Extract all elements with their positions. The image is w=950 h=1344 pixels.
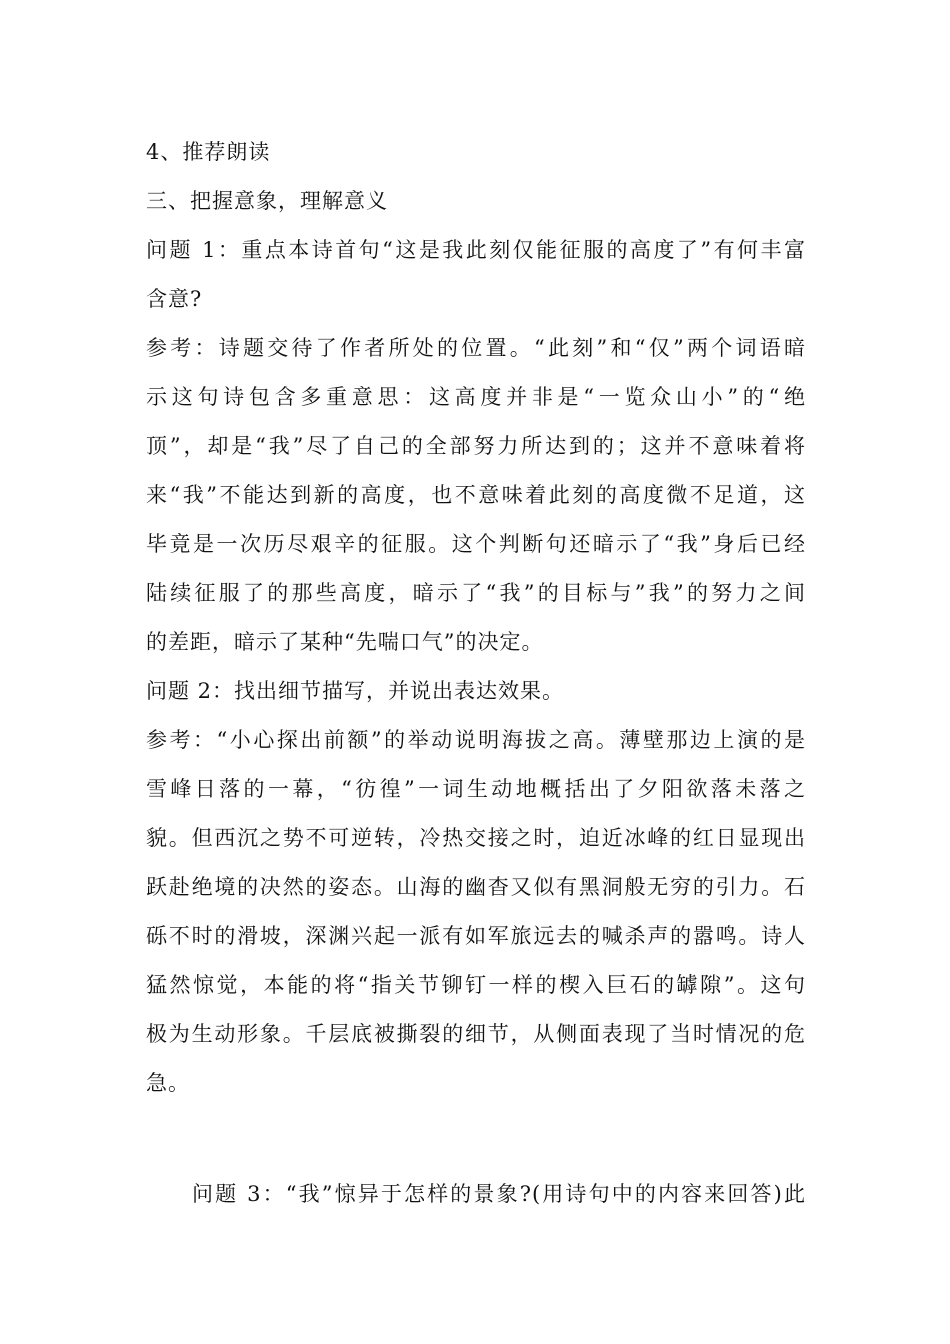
answer-2-line-2: 雪峰日落的一幕，“彷徨”一词生动地概括出了夕阳欲落未落之	[146, 777, 806, 801]
question-1-line-2: 含意?	[146, 287, 203, 311]
answer-1-line-4: 来“我”不能达到新的高度，也不意味着此刻的高度微不足道，这	[146, 483, 806, 507]
answer-1-line-6: 陆续征服了的那些高度，暗示了“我”的目标与”我”的努力之间	[146, 581, 806, 605]
answer-2-line-6: 猛然惊觉，本能的将“指关节铆钉一样的楔入巨石的罅隙”。这句	[146, 973, 806, 997]
answer-2-line-3: 貌。但西沉之势不可逆转，冷热交接之时，迫近冰峰的红日显现出	[146, 826, 806, 850]
section-item-4-heading: 4、推荐朗读	[146, 140, 271, 164]
answer-2-line-8: 急。	[146, 1071, 190, 1095]
answer-2-line-1: 参考：“小心探出前额”的举动说明海拔之高。薄壁那边上演的是	[146, 728, 806, 752]
section-three-heading: 三、把握意象，理解意义	[146, 189, 388, 213]
question-2: 问题 2：找出细节描写，并说出表达效果。	[146, 679, 565, 703]
answer-2-line-7: 极为生动形象。千层底被撕裂的细节，从侧面表现了当时情况的危	[146, 1022, 806, 1046]
question-1-line-1: 问题 1：重点本诗首句“这是我此刻仅能征服的高度了”有何丰富	[146, 238, 806, 262]
answer-2-line-4: 跃赴绝境的决然的姿态。山海的幽杳又似有黑洞般无穷的引力。石	[146, 875, 806, 899]
answer-1-line-7: 的差距，暗示了某种“先喘口气”的决定。	[146, 630, 544, 654]
answer-2-line-5: 砾不时的滑坡，深渊兴起一派有如军旅远去的喊杀声的嚣鸣。诗人	[146, 924, 806, 948]
answer-1-line-2: 示这句诗包含多重意思：这高度并非是“一览众山小”的“绝	[146, 385, 806, 409]
answer-1-line-1: 参考：诗题交待了作者所处的位置。“此刻”和“仅”两个词语暗	[146, 336, 806, 360]
answer-1-line-3: 顶”，却是“我”尽了自己的全部努力所达到的；这并不意味着将	[146, 434, 806, 458]
question-3-line-1: 问题 3：“我”惊异于怎样的景象?(用诗句中的内容来回答)此	[192, 1182, 806, 1206]
answer-1-line-5: 毕竟是一次历尽艰辛的征服。这个判断句还暗示了“我”身后已经	[146, 532, 806, 556]
